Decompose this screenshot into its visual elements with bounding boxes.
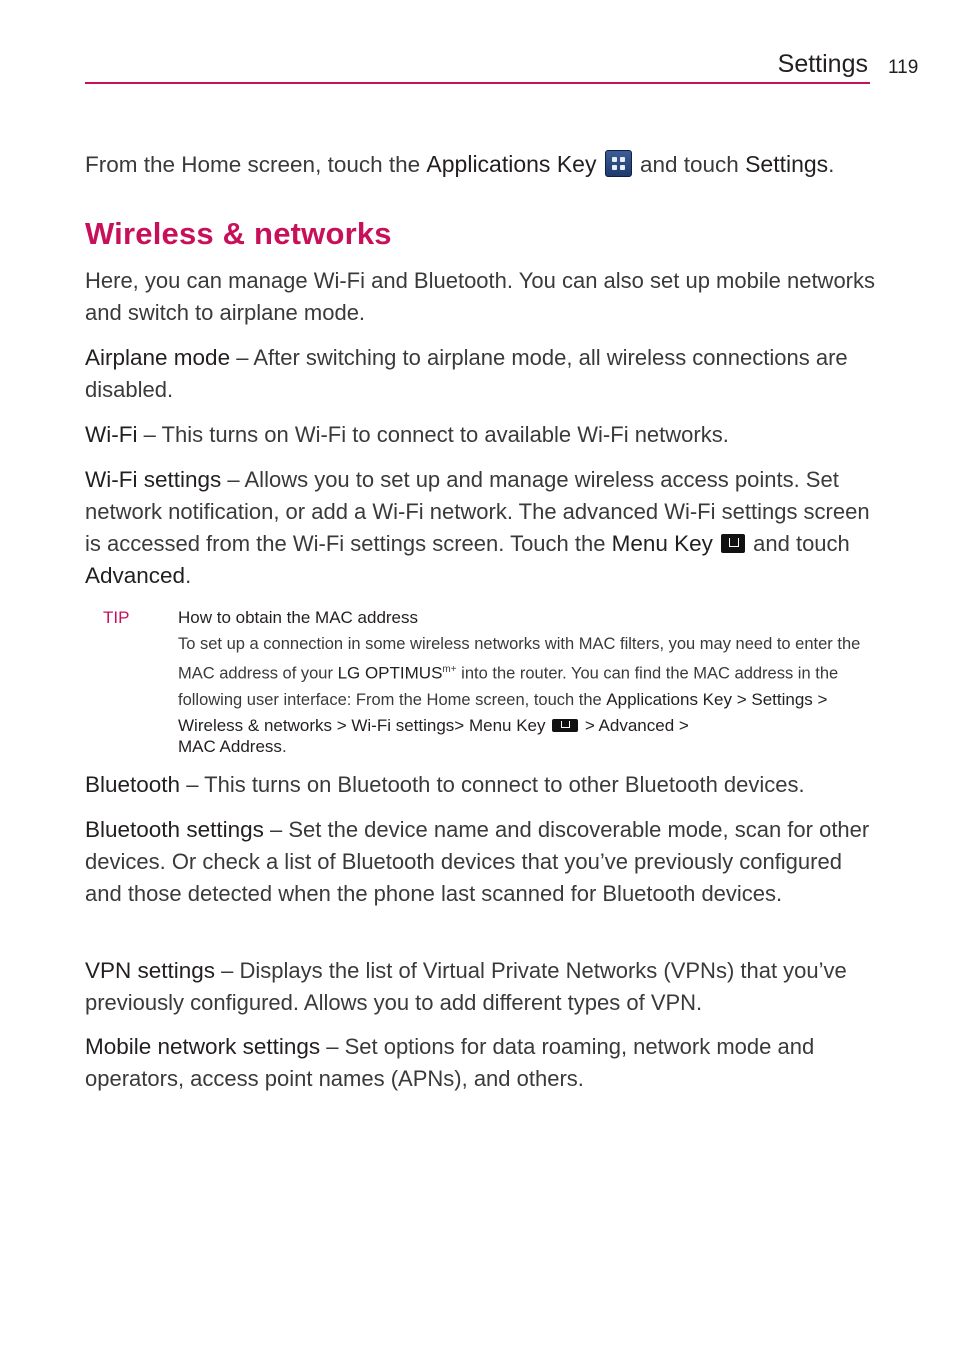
bluetooth-settings-desc: – Set the device name and discoverable mode, scan for other devices. Or check a list of Bluetooth devices that you’ve previously configured and those detected when the phone last scanned for Bluetooth devices. bbox=[85, 817, 870, 906]
bluetooth-settings-paragraph bbox=[85, 814, 875, 910]
tip-label: TIP bbox=[103, 608, 130, 627]
intro-line bbox=[85, 148, 885, 181]
overview-paragraph: Here, you can manage Wi-Fi and Bluetooth. You can also set up mobile networks and switch to airplane mode. bbox=[85, 268, 876, 325]
wifi-settings-paragraph bbox=[85, 464, 875, 592]
menu-key-icon bbox=[721, 534, 745, 553]
wifi-settings-and-touch: and touch bbox=[747, 531, 850, 556]
wifi-settings-advanced: Advanced bbox=[85, 563, 186, 588]
tip-title: How to obtain the MAC address bbox=[178, 608, 419, 627]
tip-text-2: into the router. You can find the MAC address in the following user interface: From the Home screen, touch the bbox=[178, 664, 839, 709]
applications-key-icon bbox=[605, 150, 632, 177]
tip-body bbox=[178, 632, 873, 739]
tip-mac-address-line bbox=[178, 737, 287, 757]
mobile-network-settings-term: Mobile network settings bbox=[85, 1034, 321, 1059]
intro-prefix: From the Home screen, touch the bbox=[85, 152, 427, 177]
vpn-settings-paragraph bbox=[85, 955, 875, 1019]
tip-path-2: > Advanced > bbox=[580, 715, 689, 735]
mobile-network-settings-paragraph bbox=[85, 1031, 875, 1095]
airplane-mode-desc: – After switching to airplane mode, all wireless connections are disabled. bbox=[85, 345, 848, 402]
tip-path-3: MAC Address bbox=[178, 737, 282, 756]
tip-end: . bbox=[281, 737, 287, 756]
intro-middle: and touch bbox=[633, 152, 746, 177]
intro-suffix: . bbox=[828, 152, 835, 177]
wifi-settings-menu-key: Menu Key bbox=[611, 531, 713, 556]
tip-path-1: Applications Key > Settings > Wireless & networks > Wi-Fi settings> Menu Key bbox=[178, 689, 828, 735]
wifi-term: Wi-Fi bbox=[85, 422, 138, 447]
page-number: 119 bbox=[888, 57, 919, 78]
wifi-settings-desc: – Allows you to set up and manage wireless access points. Set network notification, or add a Wi-Fi network. The advanced Wi-Fi settings screen is accessed from the Wi-Fi settings screen. Touch the bbox=[85, 467, 870, 556]
airplane-mode-term: Airplane mode bbox=[85, 345, 231, 370]
bluetooth-term: Bluetooth bbox=[85, 772, 181, 797]
section-title: Wireless & networks bbox=[85, 216, 392, 251]
header-section-title: Settings bbox=[777, 50, 868, 78]
vpn-settings-desc: – Displays the list of Virtual Private Networks (VPNs) that you’ve previously configured. Allows you to add different types of VPN. bbox=[85, 958, 847, 1015]
mobile-network-settings-desc: – Set options for data roaming, network mode and operators, access point names (APNs), and others. bbox=[85, 1034, 815, 1091]
wifi-settings-end: . bbox=[185, 563, 192, 588]
menu-key-icon bbox=[552, 719, 578, 732]
page-header bbox=[85, 50, 870, 84]
bluetooth-desc: – This turns on Bluetooth to connect to other Bluetooth devices. bbox=[180, 772, 805, 797]
bluetooth-paragraph bbox=[85, 769, 875, 801]
airplane-mode-paragraph bbox=[85, 342, 875, 406]
bluetooth-settings-term: Bluetooth settings bbox=[85, 817, 264, 842]
intro-settings: Settings bbox=[745, 151, 829, 177]
wifi-paragraph bbox=[85, 419, 875, 451]
tip-device-sup: m+ bbox=[442, 664, 457, 675]
vpn-settings-term: VPN settings bbox=[85, 958, 216, 983]
intro-apps-key: Applications Key bbox=[426, 151, 597, 177]
wifi-settings-term: Wi-Fi settings bbox=[85, 467, 222, 492]
tip-text-1: To set up a connection in some wireless networks with MAC filters, you may need to enter the MAC address of your bbox=[178, 635, 861, 683]
tip-device: LG OPTIMUS bbox=[337, 663, 443, 683]
wifi-desc: – This turns on Wi-Fi to connect to available Wi-Fi networks. bbox=[137, 422, 729, 447]
